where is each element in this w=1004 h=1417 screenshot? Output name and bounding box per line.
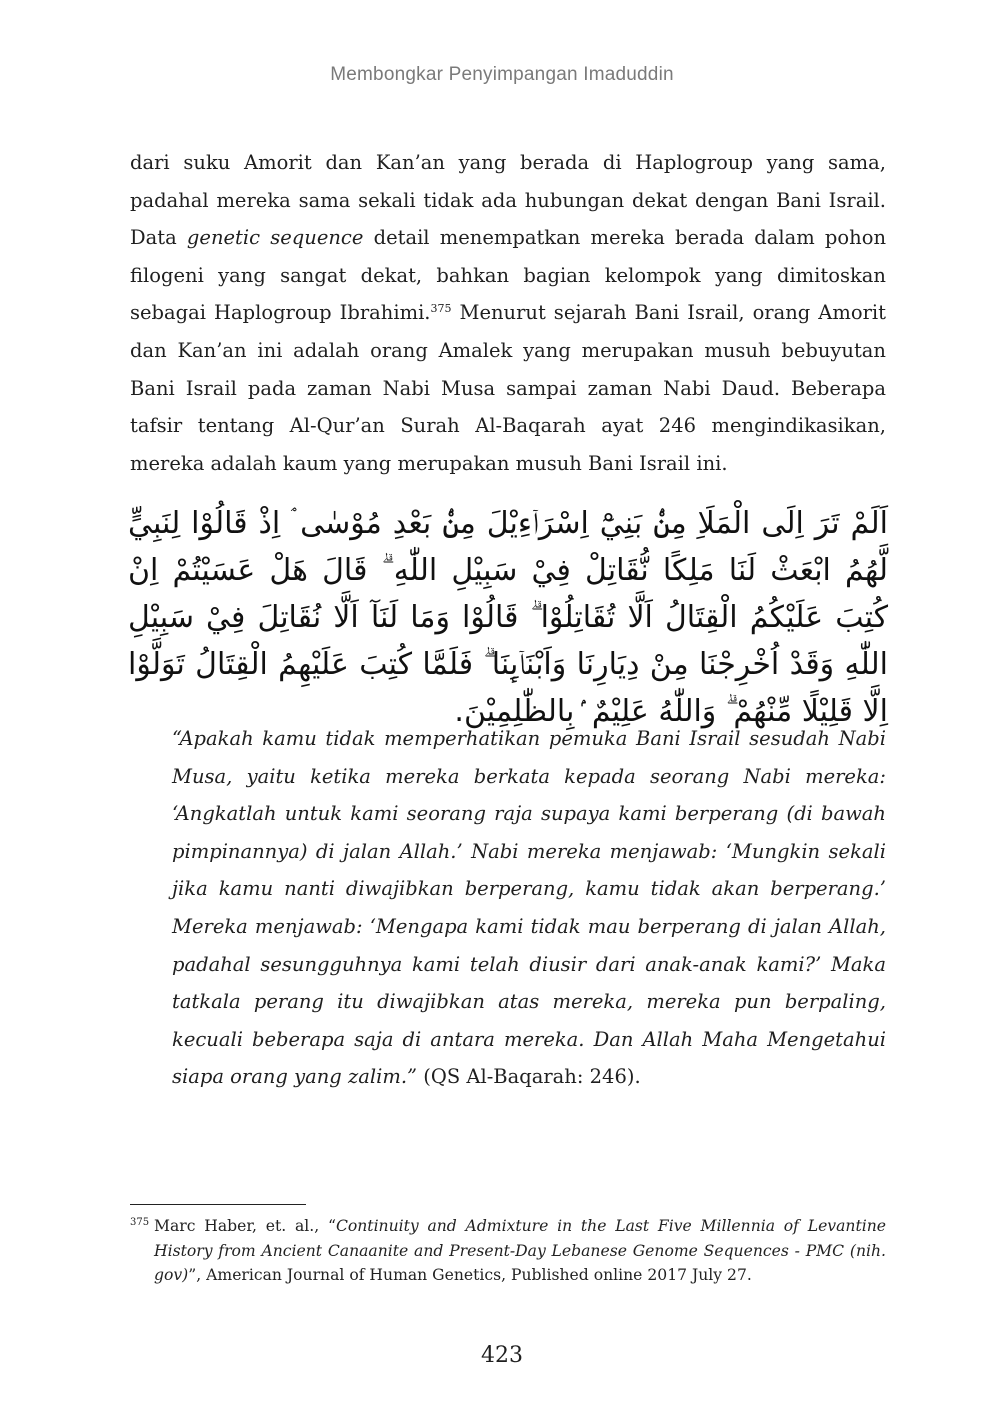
verse-citation: (QS Al-Baqarah: 246).: [417, 1065, 641, 1089]
footnote-source: ”, American Journal of Human Genetics, Published online 2017 July 27.: [188, 1266, 752, 1284]
body-italic-term: genetic sequence: [186, 226, 364, 250]
footnote-title: Continuity and Admixture in the Last Five Millennia of Levantine History from Ancient Canaanite and Present-Day Lebanese Genome Sequences - PMC (nih. gov): [154, 1217, 886, 1284]
footnote-number: 375: [130, 1217, 150, 1228]
footnote-divider: [130, 1204, 306, 1205]
body-paragraph: [130, 144, 886, 482]
body-text-part: Menurut sejarah Bani Israil, orang Amorit dan Kan’an ini adalah orang Amalek yang merupakan musuh bebuyutan Bani Israil pada zaman Nabi Musa sampai zaman Nabi Daud. Beberapa tafsir tentang Al-Qur’an Surah Al-Baqarah ayat 246 mengindikasikan, mereka adalah kaum yang merupakan musuh Bani Israil ini.: [130, 301, 886, 475]
body-text-part: dari suku Amorit dan Kan’an yang berada di Haplogroup yang sama, padahal mereka sama sekali tidak ada hubungan dekat dengan Bani Israil. Data: [130, 151, 886, 250]
arabic-verse: اَلَمْ تَرَ اِلَى الْمَلَاِ مِنْۢ بَنِيْٓ اِسْرَاۤءِيْلَ مِنْۢ بَعْدِ مُوْسٰى ۘ اِذْ قَالُوْا لِنَبِيٍّ لَّهُمُ ابْعَثْ لَنَا مَلِكًا نُّقَاتِلْ فِيْ سَبِيْلِ اللّٰهِ ۗ قَالَ هَلْ عَسَيْتُمْ اِنْ كُتِبَ عَلَيْكُمُ الْقِتَالُ اَلَّا تُقَاتِلُوْا ۗ قَالُوْا وَمَا لَنَآ اَلَّا نُقَاتِلَ فِيْ سَبِيْلِ اللّٰهِ وَقَدْ اُخْرِجْنَا مِنْ دِيَارِنَا وَاَبْنَاۤىِٕنَا ۗ فَلَمَّا كُتِبَ عَلَيْهِمُ الْقِتَالُ تَوَلَّوْا اِلَّا قَلِيْلًا مِّنْهُمْ ۗ وَاللّٰهُ عَلِيْمٌ ۢبِالظّٰلِمِيْنَ.: [128, 506, 888, 729]
page-number: 423: [481, 1343, 523, 1368]
footnote: [130, 1214, 886, 1288]
verse-translation: [172, 720, 886, 1096]
footnote-body: [154, 1214, 886, 1288]
running-header: Membongkar Penyimpangan Imaduddin: [330, 64, 674, 85]
footnote-reference[interactable]: 375: [430, 302, 452, 316]
footnote-author: Marc Haber, et. al., “: [154, 1217, 336, 1235]
body-text-part: detail menempatkan mereka berada dalam pohon filogeni yang sangat dekat, bahkan bagian kelompok yang dimitoskan sebagai Haplogroup Ibrahimi.: [130, 226, 887, 325]
translation-text: “Apakah kamu tidak memperhatikan pemuka Bani Israil sesudah Nabi Musa, yaitu ketika mereka berkata kepada seorang Nabi mereka: ‘Angkatlah untuk kami seorang raja supaya kami berperang (di bawah pimpinannya) di jalan Allah.’ Nabi mereka menjawab: ‘Mungkin sekali jika kamu nanti diwajibkan berperang, kamu tidak akan berperang.’ Mereka menjawab: ‘Mengapa kami tidak mau berperang di jalan Allah, padahal sesungguhnya kami telah diusir dari anak-anak kami?’ Maka tatkala perang itu diwajibkan atas mereka, mereka pun berpaling, kecuali beberapa saja di antara mereka. Dan Allah Maha Mengetahui siapa orang yang zalim.”: [172, 727, 886, 1089]
